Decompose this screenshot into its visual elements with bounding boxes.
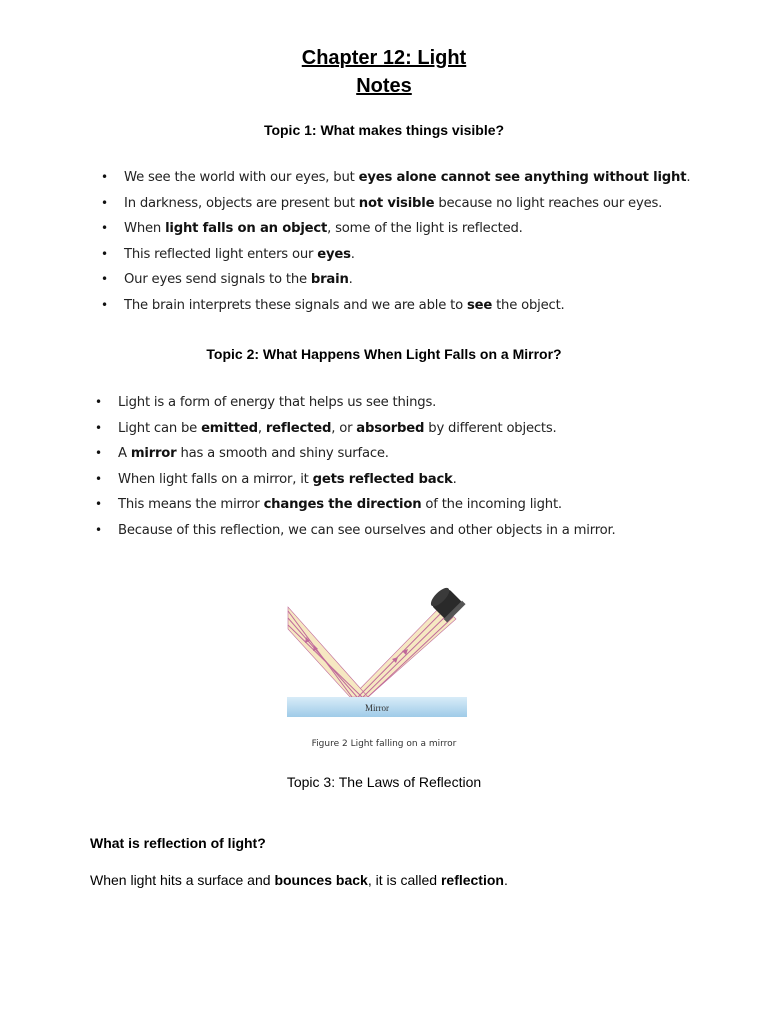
bullet-text: , (257, 420, 266, 436)
bullet-bold-text: brain (310, 272, 349, 287)
bullet-bold-text: light falls on an object (165, 221, 328, 236)
reflected-ray-2 (288, 618, 357, 697)
chapter-title: Chapter 12: Light (301, 47, 467, 69)
bullet-text: of the incoming light. (421, 497, 562, 512)
bullet-bold-text: absorbed (356, 420, 425, 436)
bullet-text: . (686, 170, 691, 185)
bullet-text: Our eyes send signals to the (124, 272, 311, 287)
bullet-item (124, 191, 690, 217)
bullet-text: In darkness, objects are present but (124, 195, 359, 211)
bullet-bold-text: changes the direction (263, 497, 422, 512)
bullet-text: . (350, 246, 355, 262)
definition-text: When light hits a surface and (90, 872, 275, 888)
reflected-beam (288, 607, 368, 697)
bullet-item (124, 216, 690, 242)
bullet-item (124, 165, 690, 191)
incident-ray-3 (368, 617, 453, 697)
bullet-item (124, 267, 690, 293)
bullet-item (118, 441, 616, 467)
bullet-text: A (118, 446, 131, 461)
bullet-item (118, 467, 616, 493)
bullet-text: Light can be (118, 420, 202, 436)
bullet-text: . (348, 272, 353, 287)
bullet-bold-text: emitted (201, 420, 258, 436)
topic-3-heading: Topic 3: The Laws of Reflection (286, 774, 482, 790)
figure-caption: Figure 2 Light falling on a mirror (311, 739, 457, 749)
bullet-item (118, 390, 616, 416)
bullet-item (124, 293, 690, 319)
reflection-definition (90, 871, 508, 889)
bullet-text: because no light reaches our eyes. (434, 195, 663, 211)
bullet-text: This reflected light enters our (124, 246, 318, 262)
notes-title: Notes (356, 75, 412, 97)
definition-bold: bounces back (274, 872, 368, 888)
bullet-text: When (124, 221, 166, 236)
bullet-text: Light is a form of energy that helps us see things. (118, 395, 437, 410)
bullet-text: Because of this reflection, we can see ourselves and other objects in a mirror. (118, 522, 616, 538)
bullet-bold-text: eyes (317, 246, 351, 262)
bullet-item (118, 492, 616, 518)
bullet-text: We see the world with our eyes, but (124, 170, 359, 185)
topic-2-bullet-list (118, 390, 616, 543)
bullet-item (118, 416, 616, 442)
definition-text: , it is called (367, 872, 441, 888)
incident-ray-1 (358, 609, 445, 697)
bullet-text: the object. (492, 297, 565, 313)
bullet-text: by different objects. (424, 420, 557, 436)
topic-1-heading: Topic 1: What makes things visible? (263, 122, 505, 138)
mirror-label: Mirror (365, 703, 389, 713)
bullet-bold-text: mirror (130, 446, 177, 461)
bullet-bold-text: not visible (358, 195, 435, 211)
definition-bold: reflection (440, 872, 504, 888)
bullet-bold-text: gets reflected back (312, 471, 453, 487)
reflected-ray-3 (288, 625, 362, 697)
bullet-bold-text: reflected (265, 420, 332, 436)
bullet-bold-text: see (466, 297, 493, 313)
bullet-text: , some of the light is reflected. (327, 221, 523, 236)
bullet-text: The brain interprets these signals and we are able to (124, 297, 467, 313)
bullet-text: has a smooth and shiny surface. (176, 446, 389, 461)
bullet-item (118, 518, 616, 544)
bullet-bold-text: eyes alone cannot see anything without light (358, 170, 687, 185)
bullet-item (124, 242, 690, 268)
definition-text: . (503, 872, 508, 888)
topic-1-bullet-list (124, 165, 690, 318)
bullet-text: . (452, 471, 457, 487)
bullet-text: This means the mirror (118, 497, 264, 512)
bullet-text: When light falls on a mirror, it (118, 471, 313, 487)
topic-2-heading: Topic 2: What Happens When Light Falls on a Mirror? (206, 346, 562, 362)
bullet-text: , or (331, 420, 357, 436)
reflection-question: What is reflection of light? (90, 835, 266, 851)
